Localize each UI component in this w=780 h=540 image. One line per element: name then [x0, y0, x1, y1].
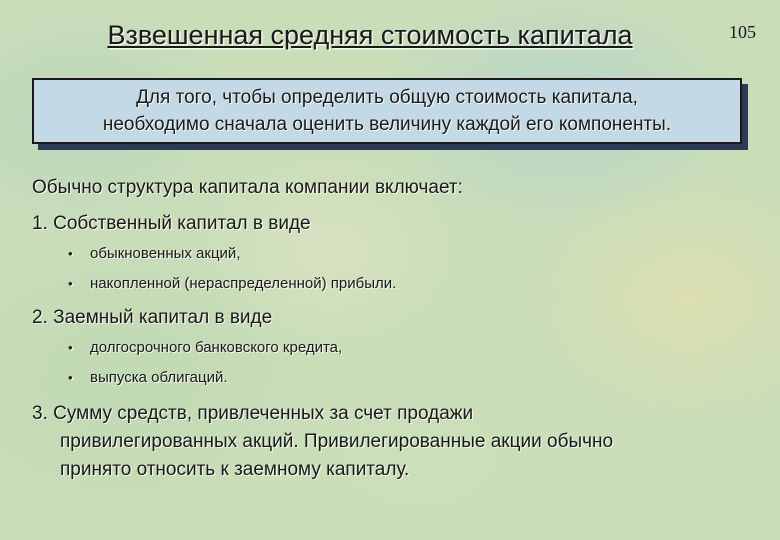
section-preferred-stock: [32, 400, 752, 484]
list-item-text: обыкновенных акций,: [90, 245, 241, 262]
note-line: Для того, чтобы определить общую стоимость капитала,: [136, 87, 638, 108]
list-item: [68, 338, 752, 358]
section-heading-equity: 1. Собственный капитал в виде: [32, 213, 311, 234]
page-number: 105: [729, 22, 756, 42]
bullet-icon: •: [68, 370, 73, 385]
list-item-text: долгосрочного банковского кредита,: [90, 339, 343, 356]
bullet-icon: •: [68, 276, 73, 291]
section-heading-debt: 2. Заемный капитал в виде: [32, 307, 273, 328]
list-item-text: выпуска облигаций.: [90, 369, 228, 386]
slide-title: Взвешенная средняя стоимость капитала: [107, 20, 633, 50]
list-item: [68, 274, 752, 294]
note-line: необходимо сначала оценить величину каждой его компоненты.: [102, 114, 672, 135]
intro-text: Обычно структура капитала компании включает:: [32, 177, 463, 198]
bullet-icon: •: [68, 246, 73, 261]
slide-body: [32, 176, 752, 484]
list-item-text: накопленной (нераспределенной) прибыли.: [90, 275, 397, 292]
section-text-line: принято относить к заемному капиталу.: [60, 459, 410, 480]
bullet-list-debt: [32, 338, 752, 388]
bullet-icon: •: [68, 340, 73, 355]
section-text-line: 3. Сумму средств, привлеченных за счет продажи: [32, 403, 474, 424]
highlight-note-box: [32, 78, 742, 144]
list-item: [68, 368, 752, 388]
section-text-line: привилегированных акций. Привилегированные акции обычно: [60, 431, 614, 452]
bullet-list-equity: [32, 244, 752, 294]
list-item: [68, 244, 752, 264]
